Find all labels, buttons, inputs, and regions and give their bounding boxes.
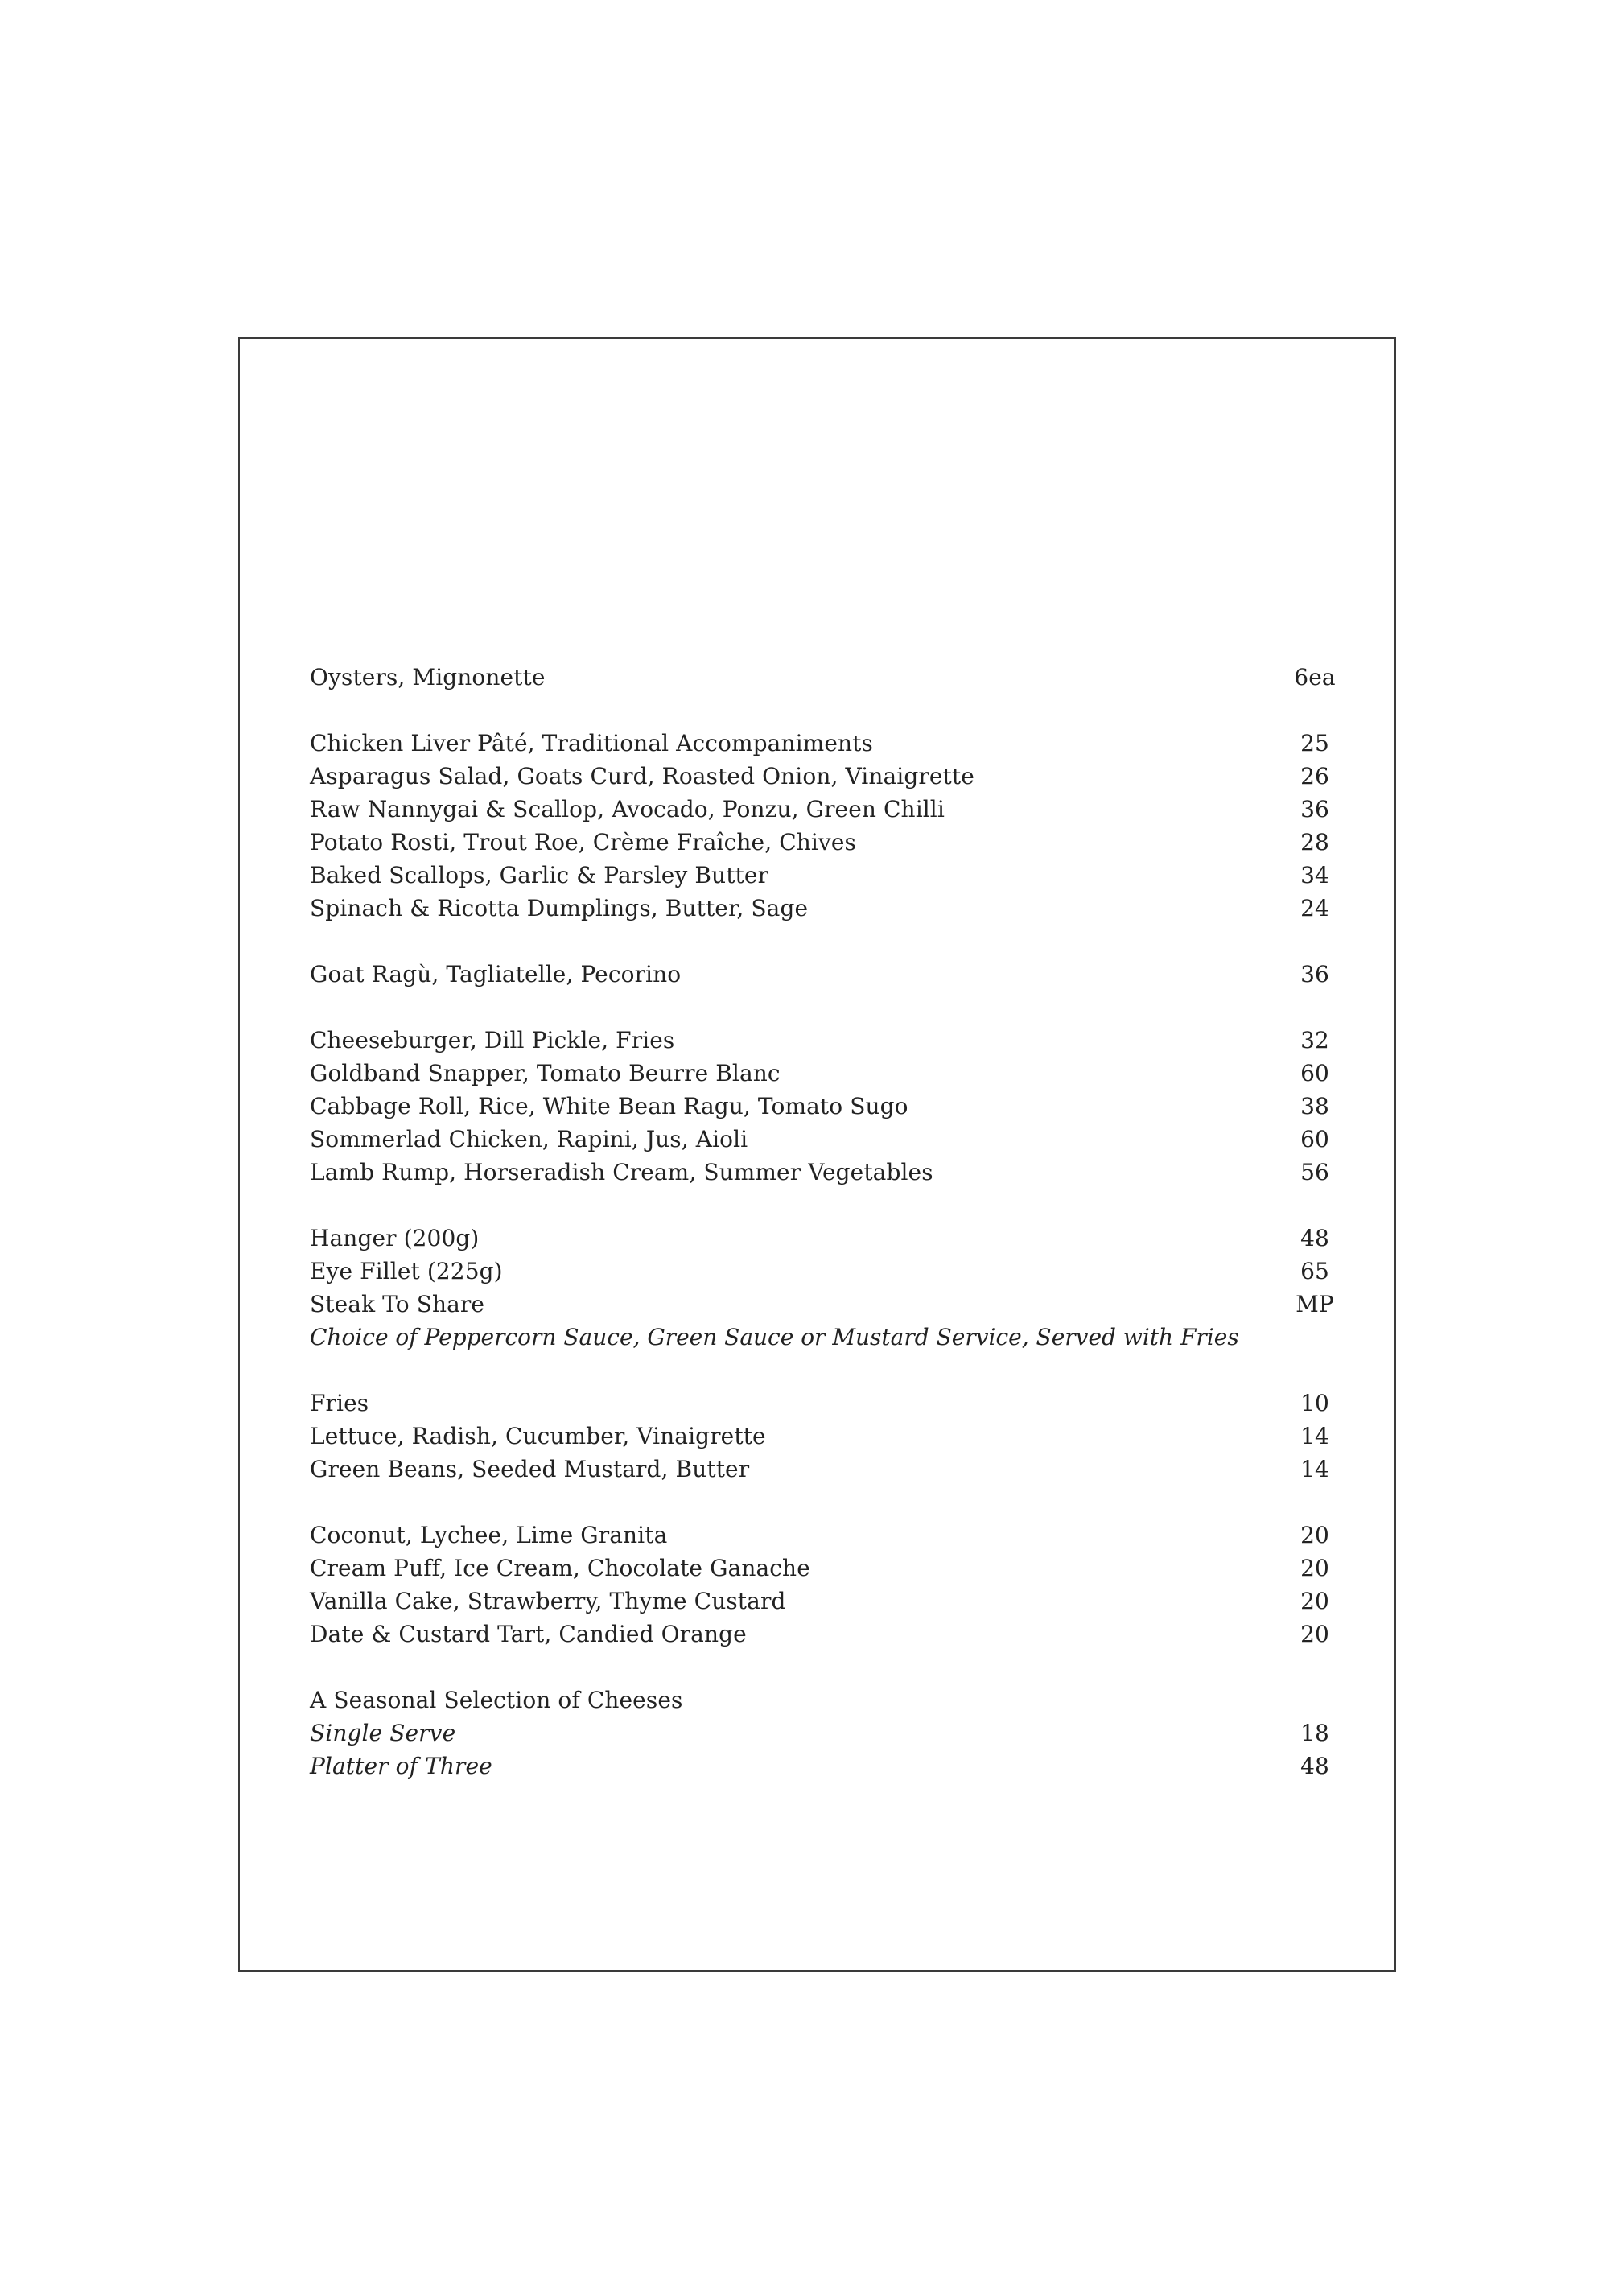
menu-item-name: Cream Puff, Ice Cream, Chocolate Ganache [310, 1555, 810, 1581]
menu-section-mains [310, 1024, 1339, 1189]
menu-item-price: MP [1296, 1291, 1334, 1317]
menu-item [310, 727, 1339, 760]
menu-item [310, 1255, 1339, 1288]
menu-item [310, 1123, 1339, 1156]
menu-item [310, 1519, 1339, 1552]
menu-item-name: Cabbage Roll, Rice, White Bean Ragu, Tomato Sugo [310, 1093, 908, 1119]
menu-item-price: 20 [1300, 1522, 1329, 1548]
menu-item-price: 60 [1300, 1126, 1329, 1152]
menu-item-name: Single Serve [310, 1720, 456, 1746]
menu-section-sides [310, 1387, 1339, 1486]
menu-item-price: 26 [1300, 763, 1329, 789]
menu-item [310, 892, 1339, 925]
menu-item-name: Spinach & Ricotta Dumplings, Butter, Sage [310, 895, 809, 921]
menu-item [310, 1387, 1339, 1420]
menu-item-price: 56 [1300, 1159, 1329, 1185]
menu-section-steaks [310, 1222, 1339, 1354]
menu-item [310, 1222, 1339, 1255]
menu-item [310, 1585, 1339, 1618]
menu-item [310, 1717, 1339, 1750]
menu-item-name: Vanilla Cake, Strawberry, Thyme Custard [310, 1588, 786, 1614]
menu-item-name: Steak To Share [310, 1291, 485, 1317]
menu-item-name: Cheeseburger, Dill Pickle, Fries [310, 1027, 675, 1053]
menu-item [310, 1156, 1339, 1189]
menu-item-name: Sommerlad Chicken, Rapini, Jus, Aioli [310, 1126, 748, 1152]
menu-item [310, 1453, 1339, 1486]
menu-item [310, 661, 1339, 694]
menu-item-name: Asparagus Salad, Goats Curd, Roasted Onion, Vinaigrette [310, 763, 974, 789]
menu-item-price: 65 [1300, 1258, 1329, 1284]
menu-item [310, 1684, 1339, 1717]
menu-item-name: Goldband Snapper, Tomato Beurre Blanc [310, 1060, 781, 1086]
menu-item-price: 6ea [1294, 664, 1336, 690]
menu-item [310, 1288, 1339, 1321]
menu-item-price: 20 [1300, 1588, 1329, 1614]
menu-item-name: Potato Rosti, Trout Roe, Crème Fraîche, Chives [310, 829, 856, 855]
menu-item-name: Chicken Liver Pâté, Traditional Accompaniments [310, 730, 873, 756]
menu-item [310, 793, 1339, 826]
menu-item-price: 48 [1300, 1225, 1329, 1251]
menu-item [310, 1090, 1339, 1123]
menu-section-oysters [310, 661, 1339, 694]
menu-item-name: Lamb Rump, Horseradish Cream, Summer Vegetables [310, 1159, 933, 1185]
menu-item-price: 38 [1300, 1093, 1329, 1119]
menu-item [310, 760, 1339, 793]
menu-section-cheeses [310, 1684, 1339, 1783]
menu-item-name: A Seasonal Selection of Cheeses [310, 1687, 683, 1713]
menu-item-name: Green Beans, Seeded Mustard, Butter [310, 1456, 750, 1482]
menu-item-price: 60 [1300, 1060, 1329, 1086]
menu-item-name: Oysters, Mignonette [310, 664, 546, 690]
menu-content [310, 661, 1339, 1816]
menu-section-desserts [310, 1519, 1339, 1651]
menu-item-name: Coconut, Lychee, Lime Granita [310, 1522, 668, 1548]
menu-item [310, 1750, 1339, 1783]
menu-item-price: 25 [1300, 730, 1329, 756]
menu-item [310, 859, 1339, 892]
menu-item-price: 32 [1300, 1027, 1329, 1053]
menu-item-price: 14 [1300, 1423, 1329, 1449]
menu-item-price: 20 [1300, 1555, 1329, 1581]
menu-section-pasta [310, 958, 1339, 991]
menu-item [310, 826, 1339, 859]
menu-item-price: 48 [1300, 1753, 1329, 1779]
menu-item-name: Date & Custard Tart, Candied Orange [310, 1621, 747, 1647]
menu-item-name: Fries [310, 1390, 369, 1416]
menu-item-name: Raw Nannygai & Scallop, Avocado, Ponzu, Green Chilli [310, 796, 945, 822]
menu-item [310, 1420, 1339, 1453]
menu-item-name: Baked Scallops, Garlic & Parsley Butter [310, 862, 769, 888]
menu-item-price: 36 [1300, 961, 1329, 987]
menu-item [310, 958, 1339, 991]
menu-item-price: 20 [1300, 1621, 1329, 1647]
menu-item-price: 36 [1300, 796, 1329, 822]
menu-item-price: 24 [1300, 895, 1329, 921]
menu-note: Choice of Peppercorn Sauce, Green Sauce or Mustard Service, Served with Fries [310, 1324, 1239, 1350]
menu-frame [238, 337, 1396, 1972]
menu-item-name: Lettuce, Radish, Cucumber, Vinaigrette [310, 1423, 766, 1449]
menu-item-name: Platter of Three [310, 1753, 492, 1779]
menu-item [310, 1024, 1339, 1057]
menu-item [310, 1552, 1339, 1585]
menu-item-name: Hanger (200g) [310, 1225, 480, 1251]
menu-item-price: 18 [1300, 1720, 1329, 1746]
menu-item-name: Eye Fillet (225g) [310, 1258, 503, 1284]
menu-section-starters [310, 727, 1339, 925]
menu-item-price: 28 [1300, 829, 1329, 855]
menu-item [310, 1618, 1339, 1651]
menu-item [310, 1057, 1339, 1090]
menu-item-name: Goat Ragù, Tagliatelle, Pecorino [310, 961, 682, 987]
menu-item-price: 10 [1300, 1390, 1329, 1416]
menu-item-price: 14 [1300, 1456, 1329, 1482]
menu-item-price: 34 [1300, 862, 1329, 888]
